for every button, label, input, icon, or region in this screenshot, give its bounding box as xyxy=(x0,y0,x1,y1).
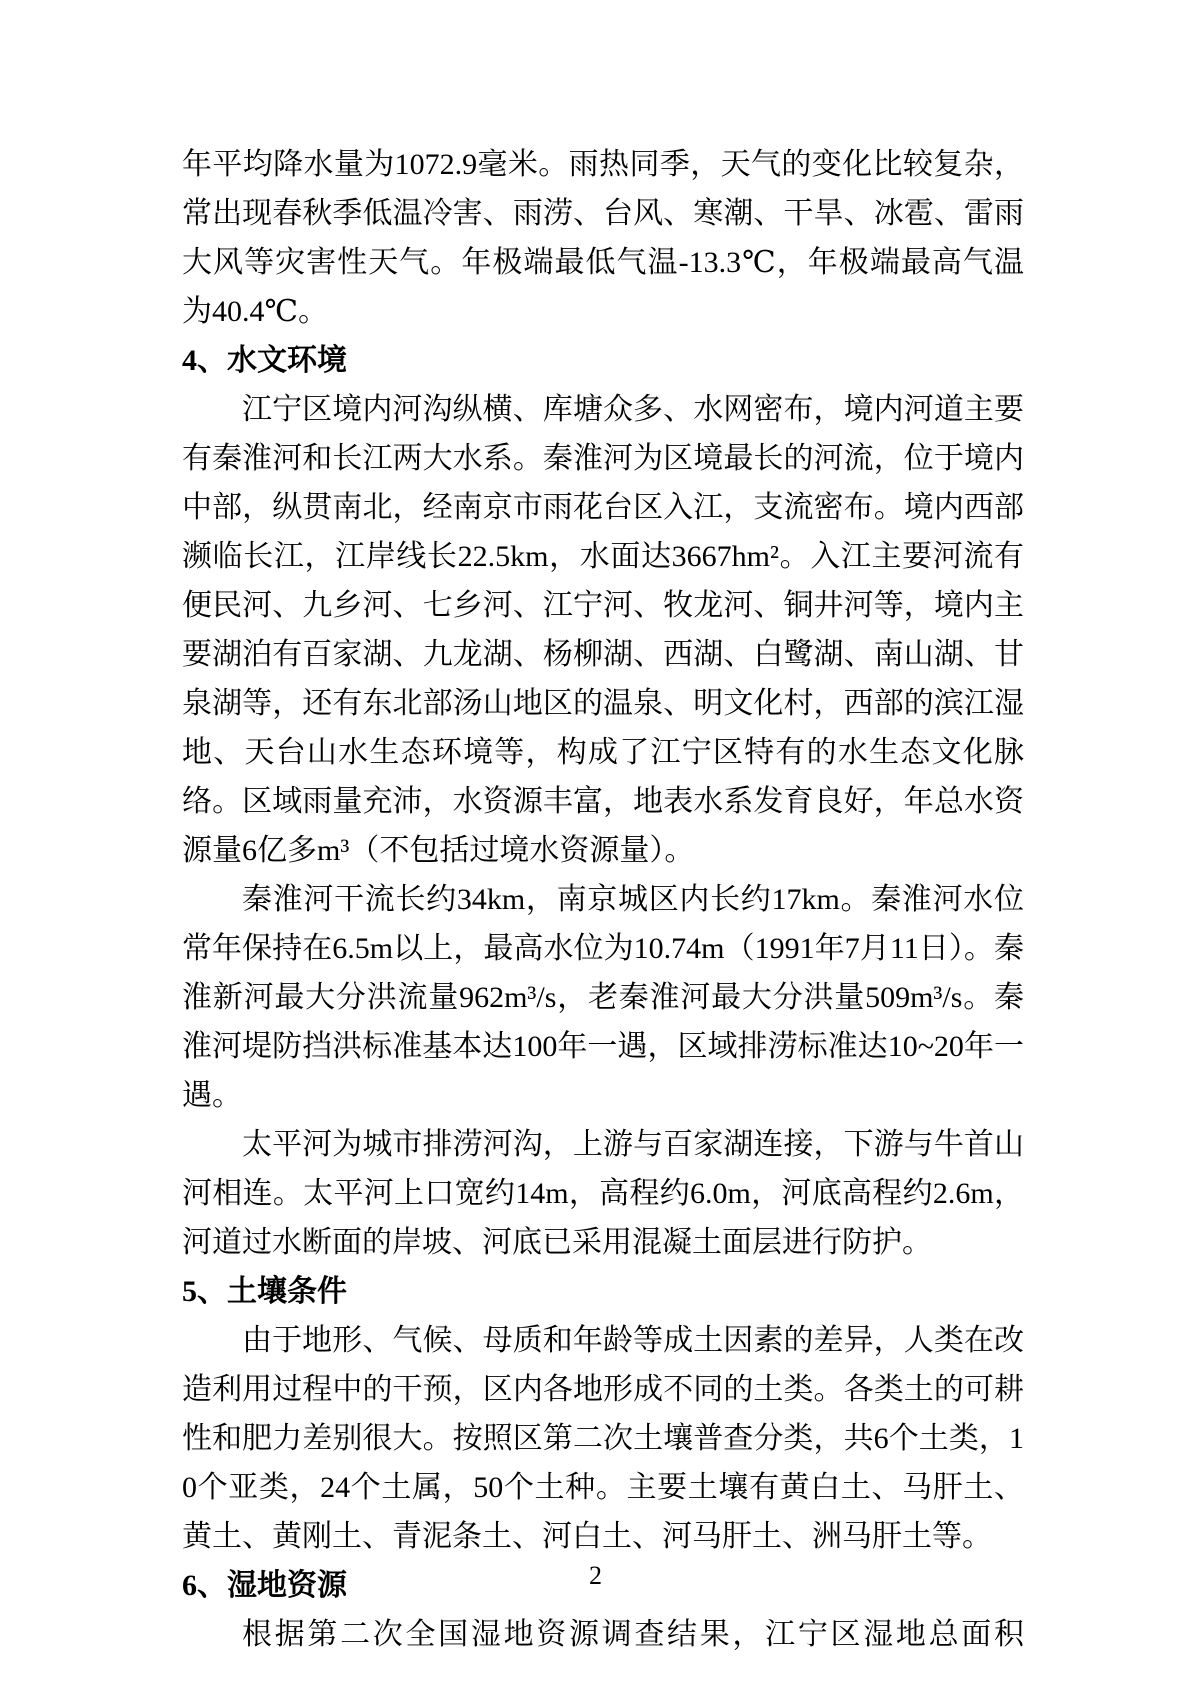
body-paragraph-rivers-lakes: 江宁区境内河沟纵横、库塘众多、水网密布，境内河道主要有秦淮河和长江两大水系。秦淮河为区境最长的河流，位于境内中部，纵贯南北，经南京市雨花台区入江，支流密布。境内西部濒临长江，江岸线长22.5km，水面达3667hm²。入江主要河流有便民河、九乡河、七乡河、江宁河、牧龙河、铜井河等，境内主要湖泊有百家湖、九龙湖、杨柳湖、西湖、白鹭湖、南山湖、甘泉湖等，还有东北部汤山地区的温泉、明文化村，西部的滨江湿地、天台山水生态环境等，构成了江宁区特有的水生态文化脉络。区域雨量充沛，水资源丰富，地表水系发育良好，年总水资源量6亿多m³（不包括过境水资源量）。 xyxy=(182,393,1024,867)
document-body xyxy=(182,140,1024,1659)
body-paragraph-climate-continued: 年平均降水量为1072.9毫米。雨热同季，天气的变化比较复杂，常出现春秋季低温冷害、雨涝、台风、寒潮、干旱、冰雹、雷雨大风等灾害性天气。年极端最低气温-13.3℃，年极端最高气温为40.4℃。 xyxy=(182,148,1024,328)
section-heading-soil: 5、土壤条件 xyxy=(182,1275,347,1308)
body-paragraph-qinhuai-river: 秦淮河干流长约34km，南京城区内长约17km。秦淮河水位常年保持在6.5m以上，最高水位为10.74m（1991年7月11日）。秦淮新河最大分洪流量962m³/s，老秦淮河最大分洪量509m³/s。秦淮河堤防挡洪标准基本达100年一遇，区域排涝标准达10~20年一遇。 xyxy=(182,883,1024,1112)
body-paragraph-soil-types: 由于地形、气候、母质和年龄等成土因素的差异，人类在改造利用过程中的干预，区内各地形成不同的土类。各类土的可耕性和肥力差别很大。按照区第二次土壤普查分类，共6个土类，10个亚类，24个土属，50个土种。主要土壤有黄白土、马肝土、黄土、黄刚土、青泥条土、河白土、河马肝土、洲马肝土等。 xyxy=(182,1324,1024,1553)
body-paragraph-taiping-river: 太平河为城市排涝河沟，上游与百家湖连接，下游与牛首山河相连。太平河上口宽约14m，高程约6.0m，河底高程约2.6m，河道过水断面的岸坡、河底已采用混凝土面层进行防护。 xyxy=(182,1128,1024,1259)
section-heading-hydrology: 4、水文环境 xyxy=(182,344,347,377)
body-paragraph-wetland-partial: 根据第二次全国湿地资源调查结果，江宁区湿地总面积 xyxy=(242,1618,1024,1651)
page-number: 2 xyxy=(589,1561,602,1590)
section-heading-wetland: 6、湿地资源 xyxy=(182,1569,347,1602)
